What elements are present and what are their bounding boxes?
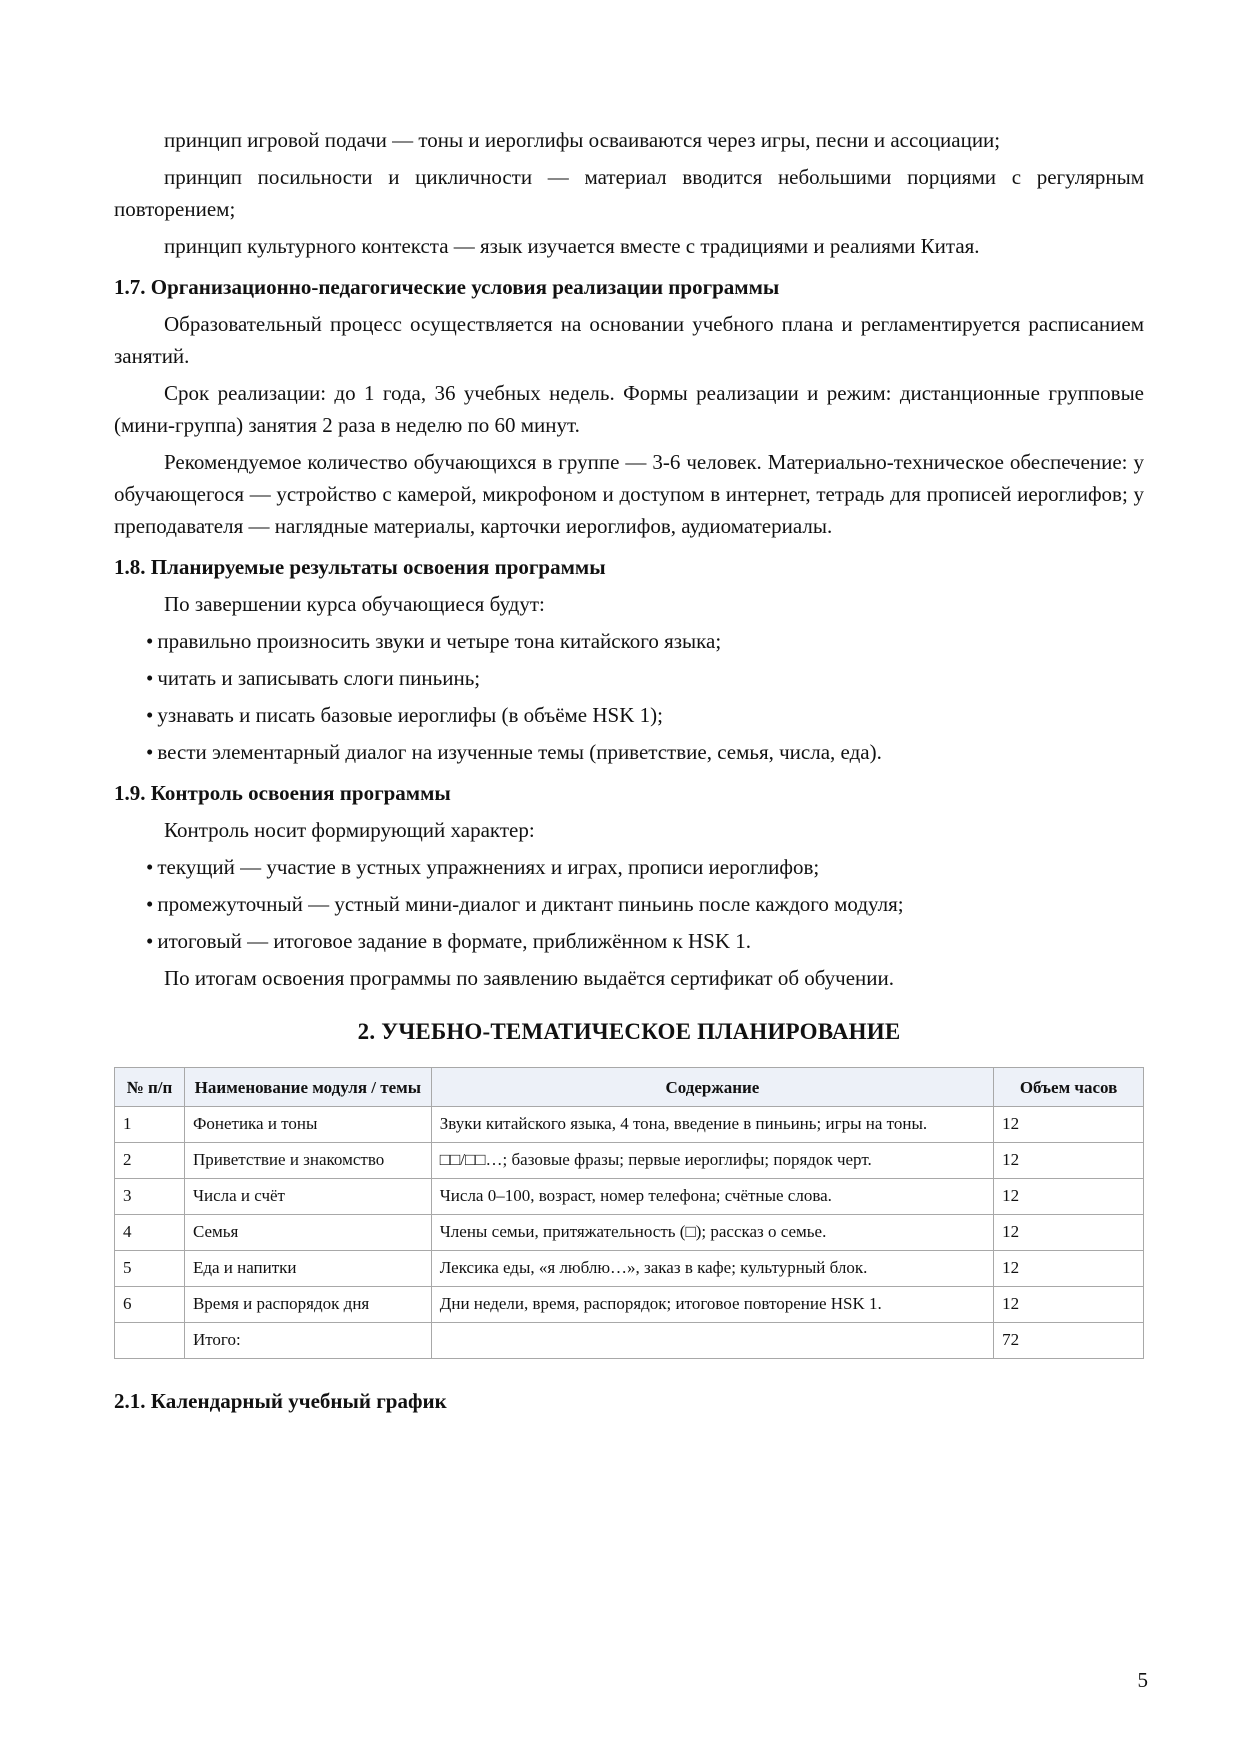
cell-module: Числа и счёт (184, 1179, 431, 1215)
cell-hours: 12 (994, 1251, 1144, 1287)
cell-number: 1 (115, 1107, 185, 1143)
table-row (115, 1179, 1144, 1215)
paragraph: По завершении курса обучающиеся будут: (164, 592, 545, 616)
section-heading: 1.9. Контроль освоения программы (114, 781, 451, 805)
table-row (115, 1251, 1144, 1287)
list-item (146, 851, 1144, 883)
cell-hours: 12 (994, 1179, 1144, 1215)
list-item (146, 888, 1144, 920)
list-item (146, 699, 1144, 731)
paragraph: принцип культурного контекста — язык изучается вместе с традициями и реалиями Китая. (164, 234, 980, 258)
list-item-text: узнавать и писать базовые иероглифы (в объёме HSK 1); (157, 703, 663, 727)
paragraph: Образовательный процесс осуществляется на основании учебного плана и регламентируется расписанием занятий. (114, 312, 1144, 368)
cell-number: 3 (115, 1179, 185, 1215)
cell-content: Члены семьи, притяжательность (□); рассказ о семье. (431, 1215, 993, 1251)
table-total-row (115, 1323, 1144, 1359)
column-header-module: Наименование модуля / темы (184, 1068, 431, 1107)
cell-number: 4 (115, 1215, 185, 1251)
paragraph: Срок реализации: до 1 года, 36 учебных недель. Формы реализации и режим: дистанционные групповые (мини-группа) занятия 2 раза в неделю по 60 минут. (114, 381, 1144, 437)
cell-module: Приветствие и знакомство (184, 1143, 431, 1179)
total-hours: 72 (994, 1323, 1144, 1359)
cell-content: Звуки китайского языка, 4 тона, введение в пиньинь; игры на тоны. (431, 1107, 993, 1143)
chapter-title: 2. УЧЕБНО-ТЕМАТИЧЕСКОЕ ПЛАНИРОВАНИЕ (357, 1019, 901, 1044)
paragraph: Рекомендуемое количество обучающихся в группе — 3-6 человек. Материально-техническое обеспечение: у обучающегося — устройство с камерой, микрофоном и доступом в интернет, тетрадь для прописей иероглифов; у преподавателя — наглядные материалы, карточки иероглифов, аудиоматериалы. (114, 450, 1144, 538)
cell-number (115, 1323, 185, 1359)
total-label: Итого: (184, 1323, 431, 1359)
cell-module: Фонетика и тоны (184, 1107, 431, 1143)
bullet-icon: • (146, 929, 154, 953)
bullet-icon: • (146, 666, 154, 690)
table-row (115, 1215, 1144, 1251)
bullet-icon: • (146, 892, 154, 916)
cell-number: 5 (115, 1251, 185, 1287)
section-heading: 1.8. Планируемые результаты освоения программы (114, 555, 606, 579)
bullet-icon: • (146, 855, 154, 879)
paragraph: По итогам освоения программы по заявлению выдаётся сертификат об обучении. (164, 966, 894, 990)
list-item-text: читать и записывать слоги пиньинь; (157, 666, 481, 690)
cell-hours: 12 (994, 1107, 1144, 1143)
cell-number: 6 (115, 1287, 185, 1323)
page-number: 5 (1137, 1668, 1148, 1692)
paragraph: Контроль носит формирующий характер: (164, 818, 535, 842)
list-item-text: итоговый — итоговое задание в формате, приближённом к HSK 1. (157, 929, 751, 953)
document-page (114, 124, 1144, 1417)
table-header-row (115, 1068, 1144, 1107)
cell-content: Лексика еды, «я люблю…», заказ в кафе; культурный блок. (431, 1251, 993, 1287)
cell-content: Дни недели, время, распорядок; итоговое повторение HSK 1. (431, 1287, 993, 1323)
cell-module: Еда и напитки (184, 1251, 431, 1287)
bullet-icon: • (146, 629, 154, 653)
list-item (146, 925, 1144, 957)
section-heading: 2.1. Календарный учебный график (114, 1389, 447, 1413)
table-row (115, 1107, 1144, 1143)
cell-module: Семья (184, 1215, 431, 1251)
bullet-icon: • (146, 703, 154, 727)
list-item-text: текущий — участие в устных упражнениях и играх, прописи иероглифов; (157, 855, 820, 879)
cell-hours: 12 (994, 1143, 1144, 1179)
column-header-hours: Объем часов (994, 1068, 1144, 1107)
list-item (146, 625, 1144, 657)
list-item (146, 736, 1144, 768)
table-row (115, 1287, 1144, 1323)
list-item-text: промежуточный — устный мини-диалог и диктант пиньинь после каждого модуля; (157, 892, 904, 916)
section-heading: 1.7. Организационно-педагогические условия реализации программы (114, 275, 780, 299)
list-item-text: правильно произносить звуки и четыре тона китайского языка; (157, 629, 722, 653)
column-header-content: Содержание (431, 1068, 993, 1107)
paragraph: принцип игровой подачи — тоны и иероглифы осваиваются через игры, песни и ассоциации; (164, 128, 1001, 152)
cell-hours: 12 (994, 1287, 1144, 1323)
bullet-icon: • (146, 740, 154, 764)
cell-module: Время и распорядок дня (184, 1287, 431, 1323)
cell-number: 2 (115, 1143, 185, 1179)
list-item (146, 662, 1144, 694)
cell-hours: 12 (994, 1215, 1144, 1251)
cell-content: □□/□□…; базовые фразы; первые иероглифы; порядок черт. (431, 1143, 993, 1179)
cell-content (431, 1323, 993, 1359)
paragraph: принцип посильности и цикличности — материал вводится небольшими порциями с регулярным повторением; (114, 165, 1144, 221)
table-row (115, 1143, 1144, 1179)
curriculum-table (114, 1067, 1144, 1359)
list-item-text: вести элементарный диалог на изученные темы (приветствие, семья, числа, еда). (157, 740, 882, 764)
column-header-number: № п/п (115, 1068, 185, 1107)
cell-content: Числа 0–100, возраст, номер телефона; счётные слова. (431, 1179, 993, 1215)
